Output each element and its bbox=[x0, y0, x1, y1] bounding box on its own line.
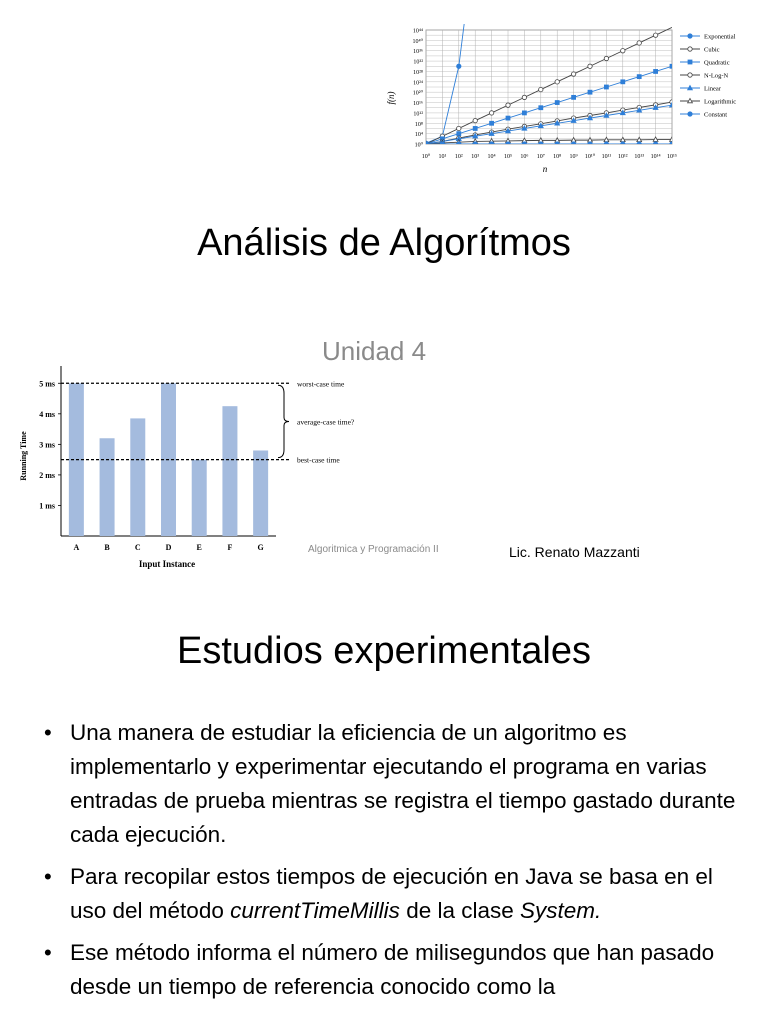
data-point bbox=[522, 95, 526, 99]
data-point bbox=[621, 142, 625, 146]
x-tick-labels bbox=[422, 153, 677, 160]
reference-label: worst-case time bbox=[297, 379, 345, 389]
data-point bbox=[424, 142, 428, 146]
running-time-bar-chart bbox=[16, 360, 396, 572]
x-tick-label: 10⁴ bbox=[487, 154, 496, 160]
y-tick-label: 10⁸ bbox=[414, 121, 423, 128]
legend-entry bbox=[680, 34, 736, 41]
bullet-item: • Ese método informa el número de milisegundos que han pasado desde un tiempo de referencia conocido como la bbox=[42, 936, 742, 1004]
legend-entry bbox=[680, 112, 727, 119]
data-point bbox=[539, 142, 543, 146]
x-tick-label: 10¹⁴ bbox=[650, 154, 661, 160]
series-n-log-n bbox=[424, 100, 674, 146]
legend-label: Cubic bbox=[704, 46, 720, 54]
data-point bbox=[506, 116, 510, 120]
bar-g bbox=[253, 450, 268, 536]
x-tick-label: 10¹³ bbox=[634, 154, 645, 160]
x-tick-label: 10² bbox=[454, 154, 463, 160]
growth-rate-chart bbox=[380, 20, 760, 180]
data-point bbox=[539, 106, 543, 110]
series-linear bbox=[424, 103, 675, 146]
data-point bbox=[653, 33, 657, 37]
data-point bbox=[489, 111, 493, 115]
data-point bbox=[588, 64, 592, 68]
series-group bbox=[424, 20, 675, 146]
data-point bbox=[688, 47, 692, 51]
data-point bbox=[555, 80, 559, 84]
data-point bbox=[688, 112, 692, 116]
x-tick-labels bbox=[73, 543, 263, 552]
data-point bbox=[688, 34, 692, 38]
brace-label: average-case time? bbox=[297, 417, 355, 427]
series-line bbox=[426, 140, 672, 144]
chart-legend bbox=[680, 34, 736, 119]
x-tick-label: 10⁷ bbox=[536, 154, 545, 160]
data-point bbox=[473, 118, 477, 122]
bullet-item: • Para recopilar estos tiempos de ejecución en Java se basa en el uso del método currentTimeMillis de la clase System. bbox=[42, 860, 742, 928]
data-point bbox=[572, 95, 576, 99]
course-name: Algoritmica y Programación II bbox=[308, 544, 439, 555]
legend-entry bbox=[680, 85, 722, 92]
data-point bbox=[457, 142, 461, 146]
y-tick-label: 5 ms bbox=[39, 379, 55, 389]
y-tick-label: 10¹⁶ bbox=[413, 101, 423, 108]
x-tick-label: 10⁵ bbox=[503, 154, 513, 160]
y-tick-label: 10²⁰ bbox=[412, 90, 423, 97]
series-line bbox=[426, 20, 475, 143]
x-tick-label: B bbox=[104, 543, 110, 552]
data-point bbox=[457, 64, 461, 68]
x-tick-label: 10⁹ bbox=[569, 154, 578, 160]
data-point bbox=[621, 49, 625, 53]
x-tick-label: G bbox=[257, 543, 264, 552]
x-tick-label: 10¹² bbox=[617, 154, 628, 160]
bar-f bbox=[222, 406, 237, 536]
x-tick-label: F bbox=[227, 543, 233, 552]
reference-label: best-case time bbox=[297, 455, 340, 465]
x-tick-label: 10¹ bbox=[438, 154, 447, 160]
data-point bbox=[571, 142, 575, 146]
data-point bbox=[571, 72, 575, 76]
x-tick-label: 10¹¹ bbox=[601, 154, 612, 160]
data-point bbox=[653, 142, 657, 146]
bar-e bbox=[192, 460, 207, 536]
data-point bbox=[604, 142, 608, 146]
y-tick-label: 10²⁴ bbox=[413, 80, 423, 87]
data-point bbox=[522, 142, 526, 146]
data-point bbox=[688, 60, 692, 64]
data-point bbox=[440, 142, 444, 146]
data-point bbox=[457, 132, 461, 136]
series-line bbox=[426, 102, 672, 144]
average-brace bbox=[278, 385, 289, 457]
data-point bbox=[637, 41, 641, 45]
data-point bbox=[621, 80, 625, 84]
x-tick-label: E bbox=[196, 543, 202, 552]
data-point bbox=[506, 103, 510, 107]
y-axis-label: f(n) bbox=[386, 91, 396, 105]
y-axis-label: Running Time bbox=[19, 431, 28, 481]
x-tick-label: 10⁶ bbox=[520, 154, 529, 160]
method-name: currentTimeMillis bbox=[230, 898, 400, 923]
bar-b bbox=[100, 438, 115, 536]
data-point bbox=[555, 142, 559, 146]
x-tick-label: 10³ bbox=[471, 154, 480, 160]
legend-label: Logarithmic bbox=[704, 98, 737, 106]
legend-label: N-Log-N bbox=[704, 72, 729, 80]
series-line bbox=[426, 105, 672, 144]
data-point bbox=[555, 101, 559, 105]
y-tick-label: 10²⁸ bbox=[413, 69, 423, 76]
bullet-list bbox=[42, 716, 742, 1012]
data-point bbox=[522, 111, 526, 115]
y-tick-labels bbox=[413, 29, 424, 149]
y-tick-label: 10⁴⁴ bbox=[412, 28, 423, 35]
y-tick-label: 3 ms bbox=[39, 440, 55, 450]
data-point bbox=[457, 126, 461, 130]
series-line bbox=[426, 66, 672, 144]
legend-entry bbox=[680, 47, 720, 54]
slide-1-title: Análisis de Algorítmos bbox=[197, 222, 571, 264]
y-tick-label: 1 ms bbox=[39, 501, 55, 511]
data-point bbox=[637, 142, 641, 146]
data-point bbox=[473, 142, 477, 146]
y-tick-label: 10⁴ bbox=[414, 132, 423, 139]
author-name: Lic. Renato Mazzanti bbox=[509, 544, 640, 560]
y-tick-label: 4 ms bbox=[39, 409, 55, 419]
data-point bbox=[604, 85, 608, 89]
data-point bbox=[670, 64, 674, 68]
data-point bbox=[670, 142, 674, 146]
data-point bbox=[489, 142, 493, 146]
x-tick-label: 10⁸ bbox=[553, 154, 562, 160]
legend-entry bbox=[680, 60, 730, 67]
y-tick-label: 10¹² bbox=[413, 111, 423, 118]
legend-entry bbox=[680, 73, 728, 80]
y-tick-label: 10⁰ bbox=[414, 142, 423, 149]
slide-2-title: Estudios experimentales bbox=[177, 630, 591, 672]
x-axis-label: Input Instance bbox=[138, 559, 196, 569]
y-tick-label: 10⁴⁰ bbox=[412, 38, 423, 45]
data-point bbox=[473, 126, 477, 130]
legend-label: Constant bbox=[704, 111, 728, 119]
x-axis-label: n bbox=[542, 164, 548, 174]
legend-entry bbox=[680, 98, 736, 105]
x-tick-label: D bbox=[165, 543, 172, 552]
bullet-item: • Una manera de estudiar la eficiencia de un algoritmo es implementarlo y experimentar ejecutando el programa en varias entradas de prueba mientras se registra el tiempo gastado durante cada ejecución. bbox=[42, 716, 742, 852]
data-point bbox=[637, 75, 641, 79]
data-point bbox=[654, 69, 658, 73]
data-point bbox=[588, 142, 592, 146]
data-point bbox=[506, 142, 510, 146]
legend-label: Quadratic bbox=[704, 59, 730, 67]
x-tick-label: 10⁰ bbox=[421, 154, 431, 160]
series-exponential bbox=[424, 20, 475, 145]
data-point bbox=[688, 73, 692, 77]
series-line bbox=[426, 27, 672, 144]
legend-label: Linear bbox=[704, 85, 721, 93]
data-point bbox=[490, 121, 494, 125]
x-tick-label: A bbox=[73, 543, 80, 552]
x-tick-label: 10¹⁵ bbox=[667, 154, 677, 160]
y-tick-label: 10³² bbox=[413, 59, 423, 66]
data-point bbox=[588, 90, 592, 94]
x-tick-label: C bbox=[134, 543, 141, 552]
data-point bbox=[539, 87, 543, 91]
y-tick-labels bbox=[39, 379, 61, 510]
y-tick-label: 2 ms bbox=[39, 470, 55, 480]
bar-c bbox=[130, 418, 145, 536]
x-tick-label: 10¹⁰ bbox=[584, 154, 596, 160]
class-name: System. bbox=[520, 898, 602, 923]
legend-label: Exponential bbox=[704, 33, 736, 41]
y-tick-label: 10³⁶ bbox=[413, 49, 423, 56]
data-point bbox=[604, 56, 608, 60]
slide-1-subtitle: Unidad 4 bbox=[322, 336, 427, 366]
